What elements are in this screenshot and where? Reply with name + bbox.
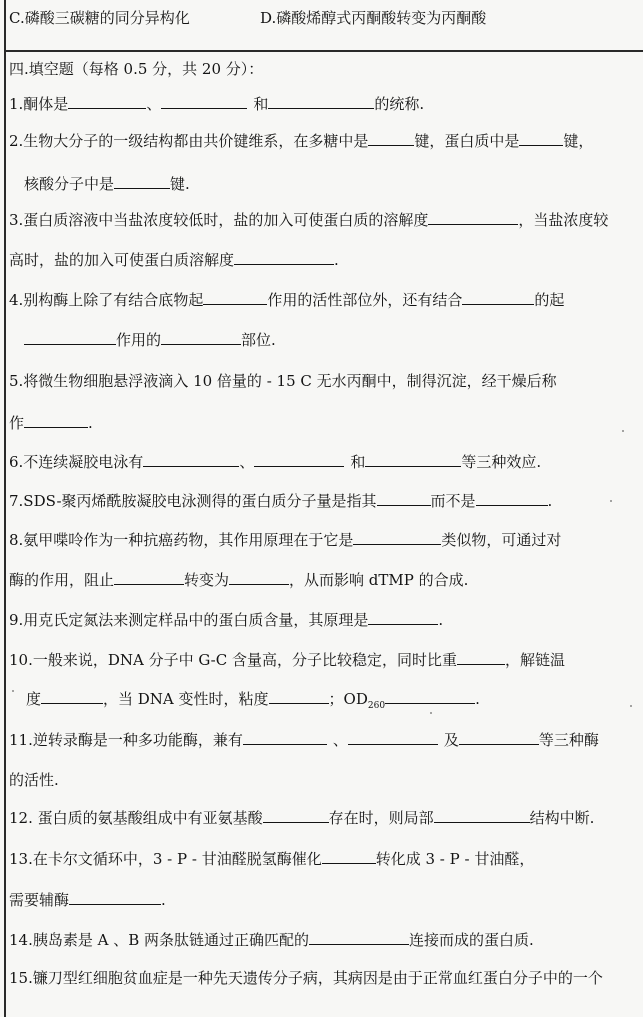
q10-blank-1[interactable] (457, 650, 505, 665)
q4-text-c: 的起 (534, 291, 565, 309)
q1-text-a: 1.酮体是 (9, 95, 69, 113)
q10-blank-3[interactable] (269, 689, 329, 704)
question-5 (9, 370, 557, 392)
question-13 (9, 848, 534, 870)
question-11-cont (9, 769, 59, 791)
scan-speck (610, 500, 612, 502)
q13-blank-1[interactable] (322, 849, 376, 864)
question-11 (9, 729, 599, 751)
q4-blank-3[interactable] (24, 330, 116, 345)
q10-od-subscript: 260 (367, 701, 386, 711)
q3-text-b: ，当盐浓度较 (518, 211, 609, 229)
q12-blank-1[interactable] (263, 808, 329, 823)
question-4 (9, 289, 564, 311)
q13-blank-2[interactable] (69, 890, 161, 905)
q6-blank-3[interactable] (365, 452, 461, 467)
q5-blank-1[interactable] (24, 413, 88, 428)
q8-blank-2[interactable] (114, 570, 184, 585)
q12-blank-2[interactable] (434, 808, 530, 823)
q5-text-b: 作 (9, 414, 25, 432)
q1-text-d: 的统称. (374, 95, 425, 113)
q8-text-b: 类似物，可通过对 (441, 531, 562, 549)
q9-text-a: 9.用克氏定氮法来测定样品中的蛋白质含量，其原理是 (9, 611, 369, 629)
q13-text-d: . (161, 891, 166, 909)
question-13-cont (9, 889, 166, 911)
q4-text-d: 作用的 (116, 331, 162, 349)
q11-blank-2[interactable] (348, 730, 438, 745)
scan-speck (12, 690, 14, 692)
question-8-cont (9, 569, 468, 591)
q11-text-d: 等三种酶 (538, 731, 599, 749)
q11-blank-3[interactable] (459, 730, 539, 745)
q4-text-a: 4.别构酶上除了有结合底物起 (9, 291, 204, 309)
q3-blank-1[interactable] (428, 210, 518, 225)
q6-blank-1[interactable] (143, 452, 239, 467)
q2-text-d: 核酸分子中是 (24, 175, 115, 193)
question-5-cont (9, 412, 93, 434)
q2-text-b: 键，蛋白质中是 (414, 132, 520, 150)
question-1 (9, 93, 424, 115)
q11-text-c: 及 (443, 731, 459, 749)
q5-text-a: 5.将微生物细胞悬浮液滴入 10 倍量的 - 15 C 无水丙酮中，制得沉淀，经干燥后称 (9, 372, 557, 390)
q3-text-c: 高时，盐的加入可使蛋白质溶解度 (9, 251, 235, 269)
question-6 (9, 451, 541, 473)
q11-text-b: 、 (332, 731, 348, 749)
q8-text-e: ，从而影响 dTMP 的合成. (289, 571, 469, 589)
left-margin-line (4, 0, 6, 1017)
q10-text-a: 10.一般来说，DNA 分子中 G-C 含量高，分子比较稳定，同时比重 (9, 651, 457, 669)
q10-text-c: 度 (26, 690, 42, 708)
q6-text-b: 、 (239, 453, 255, 471)
q4-blank-4[interactable] (161, 330, 241, 345)
question-3 (9, 209, 608, 231)
q10-text-b: ，解链温 (504, 651, 565, 669)
q6-text-a: 6.不连续凝胶电泳有 (9, 453, 144, 471)
q1-text-c: 和 (253, 95, 269, 113)
question-9 (9, 609, 443, 631)
q4-blank-1[interactable] (203, 290, 267, 305)
q8-text-d: 转变为 (184, 571, 230, 589)
q14-text-a: 14.胰岛素是 A 、B 两条肽链通过正确匹配的 (9, 931, 310, 949)
q10-blank-2[interactable] (41, 689, 103, 704)
option-d: D.磷酸烯醇式丙酮酸转变为丙酮酸 (260, 9, 487, 27)
q1-text-b: 、 (146, 95, 162, 113)
q7-blank-2[interactable] (476, 491, 548, 506)
question-12 (9, 807, 594, 829)
q12-text-c: 结构中断. (529, 809, 595, 827)
q6-text-d: 等三种效应. (461, 453, 542, 471)
q2-text-a: 2.生物大分子的一级结构都由共价键维系，在多糖中是 (9, 132, 369, 150)
q7-text-a: 7.SDS-聚丙烯酰胺凝胶电泳测得的蛋白质分子量是指其 (9, 492, 377, 510)
question-10 (9, 649, 565, 671)
q14-blank-1[interactable] (309, 930, 409, 945)
q10-text-e: ；OD (328, 690, 368, 708)
scan-speck (622, 430, 624, 432)
q8-blank-3[interactable] (229, 570, 289, 585)
scan-speck (630, 705, 632, 707)
q2-blank-3[interactable] (114, 174, 170, 189)
question-8 (9, 529, 561, 551)
q8-text-a: 8.氨甲喋呤作为一种抗癌药物，其作用原理在于它是 (9, 531, 354, 549)
q12-text-b: 存在时，则局部 (328, 809, 434, 827)
question-7 (9, 490, 552, 512)
q2-blank-2[interactable] (519, 131, 563, 146)
q13-text-b: 转化成 3 - P - 甘油醛， (375, 850, 535, 868)
q1-blank-1[interactable] (68, 94, 146, 109)
q1-blank-2[interactable] (161, 94, 247, 109)
q3-text-a: 3.蛋白质溶液中当盐浓度较低时，盐的加入可使蛋白质的溶解度 (9, 211, 429, 229)
q7-blank-1[interactable] (377, 491, 431, 506)
q1-blank-3[interactable] (268, 94, 374, 109)
question-2-cont (24, 173, 190, 195)
section-title: 四.填空题（每格 0.5 分，共 20 分）： (9, 60, 264, 78)
q4-blank-2[interactable] (462, 290, 534, 305)
q4-text-b: 作用的活性部位外，还有结合 (267, 291, 463, 309)
q10-blank-4[interactable] (385, 689, 475, 704)
q7-text-b: 而不是 (430, 492, 476, 510)
q11-blank-1[interactable] (243, 730, 327, 745)
q9-text-b: . (438, 611, 444, 629)
q7-text-c: . (547, 492, 553, 510)
q14-text-b: 连接而成的蛋白质. (409, 931, 534, 949)
q13-text-c: 需要辅酶 (9, 891, 70, 909)
scan-speck (430, 712, 432, 714)
q3-blank-2[interactable] (234, 250, 334, 265)
q6-blank-2[interactable] (254, 452, 344, 467)
q5-text-c: . (88, 414, 93, 432)
q6-text-c: 和 (350, 453, 366, 471)
q2-text-c: 键， (563, 132, 594, 150)
q11-text-e: 的活性. (9, 771, 59, 789)
q4-text-e: 部位. (241, 331, 276, 349)
question-14 (9, 929, 534, 951)
question-3-cont (9, 249, 339, 271)
option-c: C.磷酸三碳糖的同分异构化 (9, 9, 190, 27)
q10-text-f: . (475, 690, 480, 708)
q2-text-e: 键. (170, 175, 190, 193)
question-4-cont (24, 329, 276, 351)
options-divider-line (4, 50, 643, 52)
question-10-cont (26, 688, 480, 717)
question-15 (9, 967, 603, 989)
question-2 (9, 130, 593, 152)
q15-text-a: 15.镰刀型红细胞贫血症是一种先天遗传分子病，其病因是由于正常血红蛋白分子中的一个 (9, 969, 603, 987)
q12-text-a: 12. 蛋白质的氨基酸组成中有亚氨基酸 (9, 809, 263, 827)
q8-text-c: 酶的作用，阻止 (9, 571, 115, 589)
q8-blank-1[interactable] (353, 530, 441, 545)
q2-blank-1[interactable] (368, 131, 414, 146)
q10-text-d: ，当 DNA 变性时，粘度 (103, 690, 269, 708)
q13-text-a: 13.在卡尔文循环中，3 - P - 甘油醛脱氢酶催化 (9, 850, 322, 868)
q3-text-d: . (334, 251, 339, 269)
q9-blank-1[interactable] (368, 610, 438, 625)
q11-text-a: 11.逆转录酶是一种多功能酶，兼有 (9, 731, 243, 749)
